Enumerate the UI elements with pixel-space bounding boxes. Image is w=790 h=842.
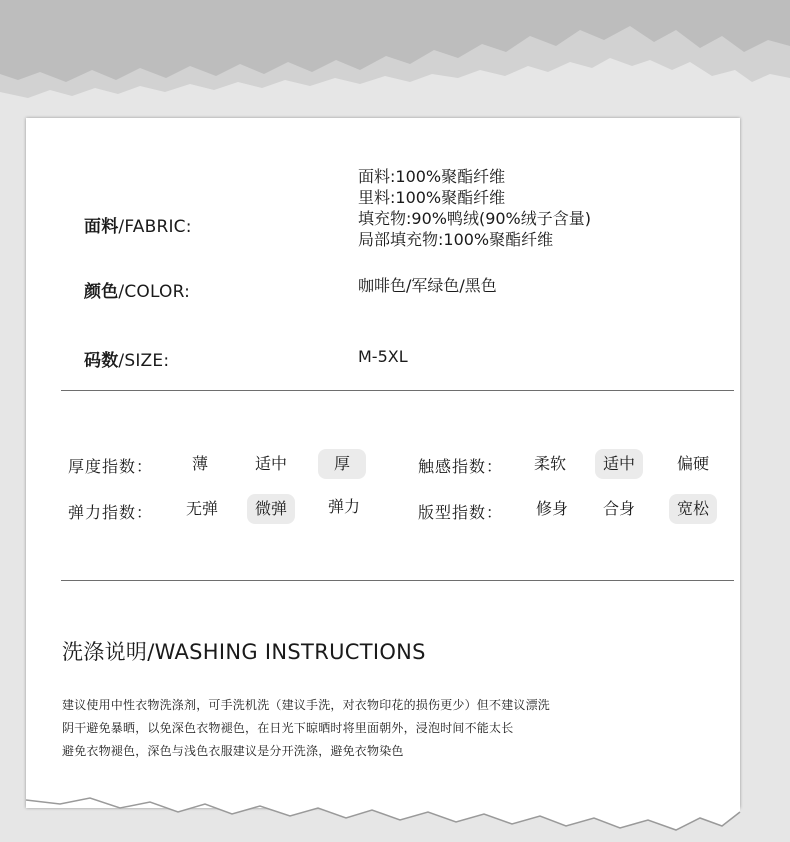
divider	[61, 580, 734, 581]
color-value: 咖啡色/军绿色/黑色	[358, 276, 497, 295]
washing-title: 洗涤说明/WASHING INSTRUCTIONS	[62, 640, 426, 664]
fit-option-selected: 宽松	[669, 494, 717, 524]
touch-index-label: 触感指数：	[418, 457, 504, 476]
size-value: M-5XL	[358, 347, 408, 366]
touch-option: 偏硬	[676, 454, 709, 473]
thickness-option: 适中	[254, 454, 287, 473]
elasticity-option-selected: 微弹	[247, 494, 295, 524]
fabric-values: 面料:100%聚酯纤维 里料:100%聚酯纤维 填充物:90%鸭绒(90%绒子含量) 局部填充物:100%聚酯纤维	[358, 167, 592, 249]
washing-line: 避免衣物褪色，深色与浅色衣服建议是分开洗涤，避免衣物染色	[62, 744, 404, 758]
product-info-card	[26, 118, 740, 808]
washing-line: 阴干避免暴晒，以免深色衣物褪色，在日光下晾晒时将里面朝外，浸泡时间不能太长	[62, 721, 514, 735]
fit-option: 合身	[602, 499, 635, 518]
elasticity-option: 弹力	[327, 497, 360, 516]
thickness-option-selected: 厚	[318, 449, 366, 479]
fit-option: 修身	[535, 499, 568, 518]
thickness-option: 薄	[191, 454, 208, 473]
color-label: 颜色/COLOR:	[84, 282, 191, 302]
elasticity-index-label: 弹力指数：	[68, 503, 154, 522]
fit-index-label: 版型指数：	[418, 503, 504, 522]
fabric-label: 面料/FABRIC:	[84, 217, 192, 237]
torn-paper-top	[0, 0, 790, 110]
washing-line: 建议使用中性衣物洗涤剂，可手洗机洗（建议手洗，对衣物印花的损伤更少）但不建议漂洗	[62, 698, 551, 712]
elasticity-option: 无弹	[185, 499, 218, 518]
torn-paper-bottom	[0, 760, 790, 842]
touch-option-selected: 适中	[595, 449, 643, 479]
thickness-index-label: 厚度指数：	[68, 457, 154, 476]
divider	[61, 390, 734, 391]
size-label: 码数/SIZE:	[84, 351, 170, 371]
touch-option: 柔软	[533, 454, 566, 473]
